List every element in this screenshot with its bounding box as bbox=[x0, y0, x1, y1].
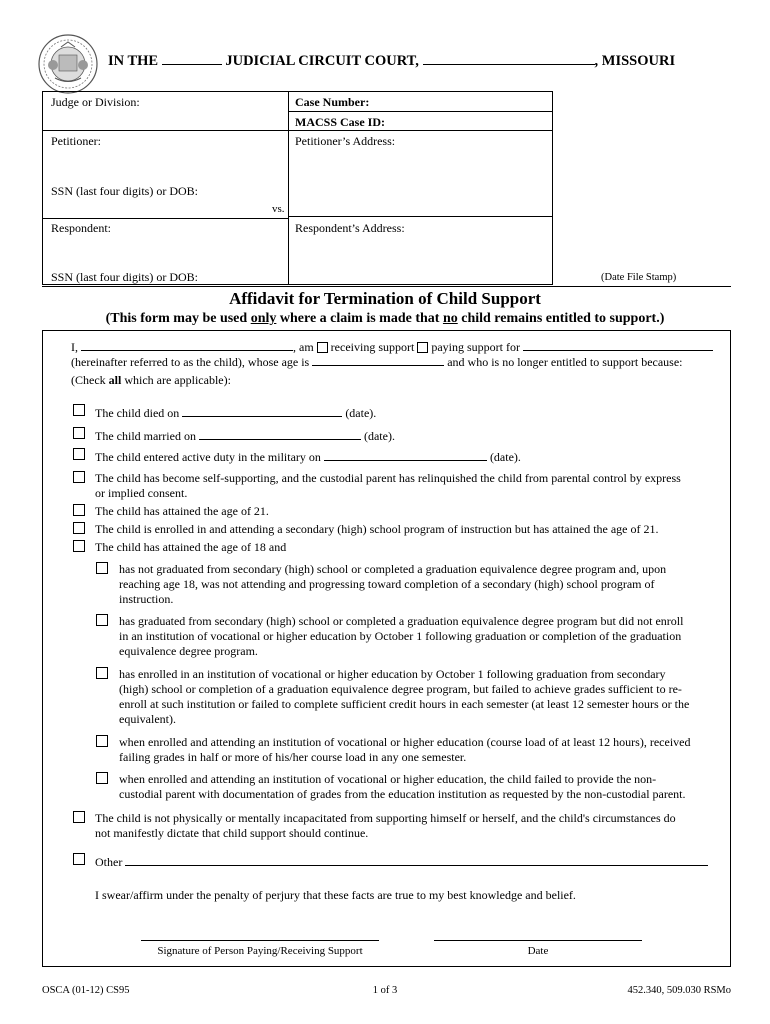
child-military-text bbox=[95, 448, 521, 465]
self-supporting-line-1: The child has become self-supporting, and the custodial parent has relinquished the child from parental control by express bbox=[95, 471, 681, 485]
age-21-text: The child has attained the age of 21. bbox=[95, 504, 269, 518]
paying-support-checkbox[interactable] bbox=[417, 342, 428, 353]
affidavit-subtitle bbox=[0, 311, 770, 327]
am-label: , am bbox=[293, 340, 314, 354]
subtitle-part: child remains entitled to support.) bbox=[457, 311, 665, 326]
child-age-blank[interactable] bbox=[312, 353, 444, 366]
age-21-checkbox[interactable] bbox=[73, 504, 85, 516]
affidavit-title: Affidavit for Termination of Child Support bbox=[229, 289, 541, 308]
self-supporting-line-2: or implied consent. bbox=[95, 486, 188, 500]
oath-statement: I swear/affirm under the penalty of perjury that these facts are true to my best knowledge and belief. bbox=[95, 888, 576, 902]
self-supporting-checkbox[interactable] bbox=[73, 471, 85, 483]
respondent-label: Respondent: bbox=[51, 221, 111, 235]
caption-rule-1 bbox=[42, 130, 553, 131]
military-label: The child entered active duty in the military on bbox=[95, 450, 321, 464]
sub-no-documentation-line: when enrolled and attending an institution of vocational or higher education, the child failed to provide the non- bbox=[119, 772, 657, 786]
petitioner-label: Petitioner: bbox=[51, 134, 101, 148]
signature-label: Signature of Person Paying/Receiving Support bbox=[157, 945, 363, 957]
intro-line-2 bbox=[71, 353, 683, 370]
respondent-address-label: Respondent’s Address: bbox=[295, 221, 405, 235]
signature-line[interactable] bbox=[141, 940, 379, 941]
sub-failing-grades-line: failing grades in half or more of his/her course load in any one semester. bbox=[119, 750, 467, 764]
page-number: 1 of 3 bbox=[372, 985, 398, 996]
affiant-name-blank[interactable] bbox=[81, 338, 293, 351]
sub-insufficient-grades-line: (high) school or completion of a graduation equivalence degree program, but failed to achieve grades sufficient to re- bbox=[119, 682, 682, 696]
sub-insufficient-grades-line: has enrolled in an institution of vocational or higher education by October 1 following graduation from secondary bbox=[119, 667, 666, 681]
subtitle-part: where a claim is made that bbox=[276, 311, 443, 326]
child-name-blank[interactable] bbox=[523, 338, 713, 351]
date-suffix: (date). bbox=[363, 429, 395, 443]
sub-no-documentation-line: custodial parent with documentation of grades from the education institution as requested by the non-custodial parent. bbox=[119, 787, 686, 801]
case-number-rule bbox=[288, 111, 553, 112]
check-instruction bbox=[71, 373, 231, 388]
subtitle-only: only bbox=[250, 311, 277, 326]
sub-not-enrolled-checkbox[interactable] bbox=[96, 614, 108, 626]
child-died-text bbox=[95, 404, 376, 421]
date-label: Date bbox=[527, 945, 549, 957]
child-married-text bbox=[95, 427, 395, 444]
child-military-checkbox[interactable] bbox=[73, 448, 85, 460]
check-suffix: which are applicable): bbox=[121, 373, 231, 387]
other-row bbox=[95, 853, 708, 870]
sub-not-enrolled-line: equivalence degree program. bbox=[119, 644, 258, 658]
child-died-checkbox[interactable] bbox=[73, 404, 85, 416]
age-18-checkbox[interactable] bbox=[73, 540, 85, 552]
receiving-support-label: receiving support bbox=[330, 340, 415, 354]
sub-not-enrolled-line: in an institution of vocational or higher education by October 1 following graduation or completion of the graduation bbox=[119, 629, 682, 643]
intro-line2-start: (hereinafter referred to as the child), whose age is bbox=[71, 355, 310, 369]
paying-support-label: paying support for bbox=[431, 340, 520, 354]
macss-case-id-label: MACSS Case ID: bbox=[295, 115, 385, 129]
date-suffix: (date). bbox=[489, 450, 521, 464]
date-line[interactable] bbox=[434, 940, 642, 941]
check-prefix: (Check bbox=[71, 373, 109, 387]
petitioner-address-label: Petitioner’s Address: bbox=[295, 134, 396, 148]
sub-not-graduated-line: reaching age 18, was not attending and progressing toward completion of a secondary (high) school program of bbox=[119, 577, 655, 591]
other-label: Other bbox=[95, 855, 123, 869]
not-incapacitated-checkbox[interactable] bbox=[73, 811, 85, 823]
sub-failing-grades-line: when enrolled and attending an institution of vocational or higher education (course load of at least 12 hours), received bbox=[119, 735, 691, 749]
circuit-number-blank[interactable] bbox=[162, 52, 222, 65]
court-in-the: IN THE bbox=[108, 53, 159, 69]
receiving-support-checkbox[interactable] bbox=[317, 342, 328, 353]
file-stamp-rule bbox=[42, 286, 731, 287]
sub-not-graduated-checkbox[interactable] bbox=[96, 562, 108, 574]
date-suffix: (date). bbox=[345, 406, 377, 420]
caption-rule-2 bbox=[288, 216, 553, 217]
date-file-stamp-label: (Date File Stamp) bbox=[601, 272, 677, 283]
sub-failing-grades-checkbox[interactable] bbox=[96, 735, 108, 747]
check-all: all bbox=[108, 373, 122, 387]
sub-insufficient-grades-line: equivalent). bbox=[119, 712, 176, 726]
intro-line2-end: and who is no longer entitled to support because: bbox=[447, 355, 683, 369]
judge-division-label: Judge or Division: bbox=[51, 95, 140, 109]
respondent-ssn-label: SSN (last four digits) or DOB: bbox=[51, 270, 198, 284]
court-title bbox=[108, 52, 675, 70]
marriage-date-blank[interactable] bbox=[199, 427, 361, 440]
other-checkbox[interactable] bbox=[73, 853, 85, 865]
enrolled-secondary-checkbox[interactable] bbox=[73, 522, 85, 534]
form-id: OSCA (01-12) CS95 bbox=[42, 985, 130, 996]
sub-no-documentation-checkbox[interactable] bbox=[96, 772, 108, 784]
vs-label: vs. bbox=[272, 203, 285, 215]
missouri-state-seal-icon bbox=[37, 33, 99, 95]
statute-reference: 452.340, 509.030 RSMo bbox=[627, 985, 731, 996]
not-incapacitated-line: not manifestly dictate that child support should continue. bbox=[95, 826, 369, 840]
married-label: The child married on bbox=[95, 429, 196, 443]
i-label: I, bbox=[71, 340, 78, 354]
court-state-label: , MISSOURI bbox=[594, 53, 676, 69]
enrolled-secondary-text: The child is enrolled in and attending a secondary (high) school program of instruction but has attained the age of 21. bbox=[95, 522, 659, 536]
child-married-checkbox[interactable] bbox=[73, 427, 85, 439]
other-reason-blank[interactable] bbox=[125, 853, 708, 866]
petitioner-ssn-label: SSN (last four digits) or DOB: bbox=[51, 184, 198, 198]
death-date-blank[interactable] bbox=[182, 404, 342, 417]
sub-not-graduated-line: has not graduated from secondary (high) school or completed a graduation equivalence degree program and, upon bbox=[119, 562, 667, 576]
sub-not-enrolled-line: has graduated from secondary (high) school or completed a graduation equivalence degree program but did not enroll bbox=[119, 614, 684, 628]
military-date-blank[interactable] bbox=[324, 448, 487, 461]
subtitle-no: no bbox=[442, 311, 458, 326]
sub-insufficient-grades-line: enroll at such institution or failed to complete sufficient credit hours in each semester (at least 12 semester hours or the bbox=[119, 697, 690, 711]
sub-not-graduated-line: instruction. bbox=[119, 592, 174, 606]
not-incapacitated-line: The child is not physically or mentally incapacitated from supporting himself or herself, and the child's circumstances do bbox=[95, 811, 676, 825]
case-number-label: Case Number: bbox=[295, 95, 370, 109]
sub-insufficient-grades-checkbox[interactable] bbox=[96, 667, 108, 679]
age-18-text: The child has attained the age of 18 and bbox=[95, 540, 287, 554]
court-judicial-label: JUDICIAL CIRCUIT COURT, bbox=[225, 53, 419, 69]
caption-rule-3 bbox=[42, 218, 288, 219]
caption-divider bbox=[288, 91, 289, 285]
county-blank[interactable] bbox=[423, 52, 595, 65]
subtitle-part: (This form may be used bbox=[105, 311, 251, 326]
died-label: The child died on bbox=[95, 406, 180, 420]
